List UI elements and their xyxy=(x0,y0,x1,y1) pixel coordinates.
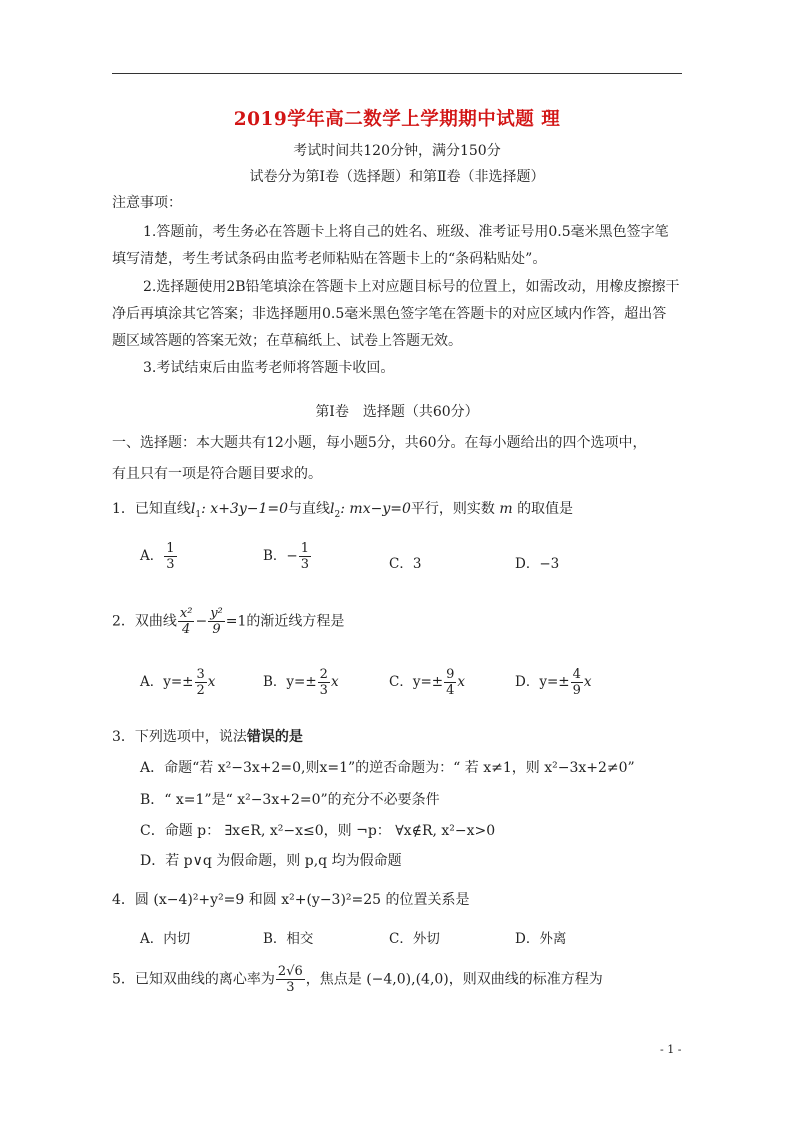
note-line-6: 3.考试结束后由监考老师将答题卡收回。 xyxy=(143,360,395,376)
question-1-option-c: C．3 xyxy=(389,556,422,572)
question-2-option-c: C．y=± $\frac{9}{4}$ x xyxy=(389,667,465,698)
page-title: 2019学年高二数学上学期期中试题 理 xyxy=(233,109,561,130)
question-4-option-a: A．内切 xyxy=(140,931,191,947)
question-3-option-d: D．若 p∨q 为假命题，则 p,q 均为假命题 xyxy=(140,853,402,869)
notes-heading: 注意事项： xyxy=(112,195,182,211)
note-line-3: 2.选择题使用2B铅笔填涂在答题卡上对应题目标号的位置上，如需改动，用橡皮擦擦干 xyxy=(143,279,680,295)
question-4-stem: 4．圆 (x−4)²+y²=9 和圆 x²+(y−3)²=25 的位置关系是 xyxy=(112,892,470,908)
question-4-option-c: C．外切 xyxy=(389,931,440,947)
note-line-1: 1.答题前，考生务必在答题卡上将自己的姓名、班级、准考证号用0.5毫米黑色签字笔 xyxy=(143,224,669,240)
question-5-stem: 5．已知双曲线的离心率为 $\frac{2√6}{3}$ ，焦点是 (−4,0),(4,0)，则双曲线的标准方程为 xyxy=(112,964,603,995)
question-3-option-b: B．“ x=1”是“ x²−3x+2=0”的充分不必要条件 xyxy=(140,792,440,808)
question-3-option-a: A．命题“若 x²−3x+2=0,则x=1”的逆否命题为：“ 若 x≠1，则 x²−3x+2≠0” xyxy=(140,760,635,776)
section-intro-2: 有且只有一项是符合题目要求的。 xyxy=(112,466,322,482)
question-2-option-a: A．y=± $\frac{3}{2}$ x xyxy=(140,667,216,698)
note-line-2: 填写清楚，考生考试条码由监考老师粘贴在答题卡上的“条码粘贴处”。 xyxy=(112,251,547,267)
question-3-stem: 3．下列选项中，说法错误的是 xyxy=(112,729,303,745)
question-2-option-d: D．y=± $\frac{4}{9}$ x xyxy=(515,667,592,698)
question-1-option-a: A． $\frac{1}{3}$ xyxy=(140,541,175,572)
question-1-option-d: D．−3 xyxy=(515,556,560,572)
section-heading: 第Ⅰ卷 选择题（共60分） xyxy=(315,404,479,420)
question-1-stem: 1．已知直线$l_1$: x+3y−1=0与直线$l_2$: mx−y=0平行，则实数 m 的取值是 xyxy=(112,501,574,520)
question-4-option-d: D．外离 xyxy=(515,931,567,947)
volume-info: 试卷分为第Ⅰ卷（选择题）和第Ⅱ卷（非选择题） xyxy=(249,169,545,185)
top-rule xyxy=(112,73,682,74)
question-1-option-b: B．− $\frac{1}{3}$ xyxy=(263,541,310,572)
time-info: 考试时间共120分钟，满分150分 xyxy=(293,143,501,159)
question-2-stem: 2．双曲线 $\frac{\text{x²}}{4}$ − $\frac{\text{y²}}{9}$ =1的渐近线方程是 xyxy=(112,606,345,637)
page-number: - 1 - xyxy=(660,1043,682,1056)
question-4-option-b: B．相交 xyxy=(263,931,314,947)
note-line-4: 净后再填涂其它答案；非选择题用0.5毫米黑色签字笔在答题卡的对应区域内作答，超出答 xyxy=(112,306,667,322)
section-intro-1: 一、选择题：本大题共有12小题，每小题5分，共60分。在每小题给出的四个选项中， xyxy=(112,435,647,451)
note-line-5: 题区域答题的答案无效；在草稿纸上、试卷上答题无效。 xyxy=(112,333,462,349)
question-2-option-b: B．y=± $\frac{2}{3}$ x xyxy=(263,667,339,698)
question-3-option-c: C．命题 p： ∃x∈R, x²−x≤0，则 ¬p： ∀x∉R, x²−x>0 xyxy=(140,823,496,839)
